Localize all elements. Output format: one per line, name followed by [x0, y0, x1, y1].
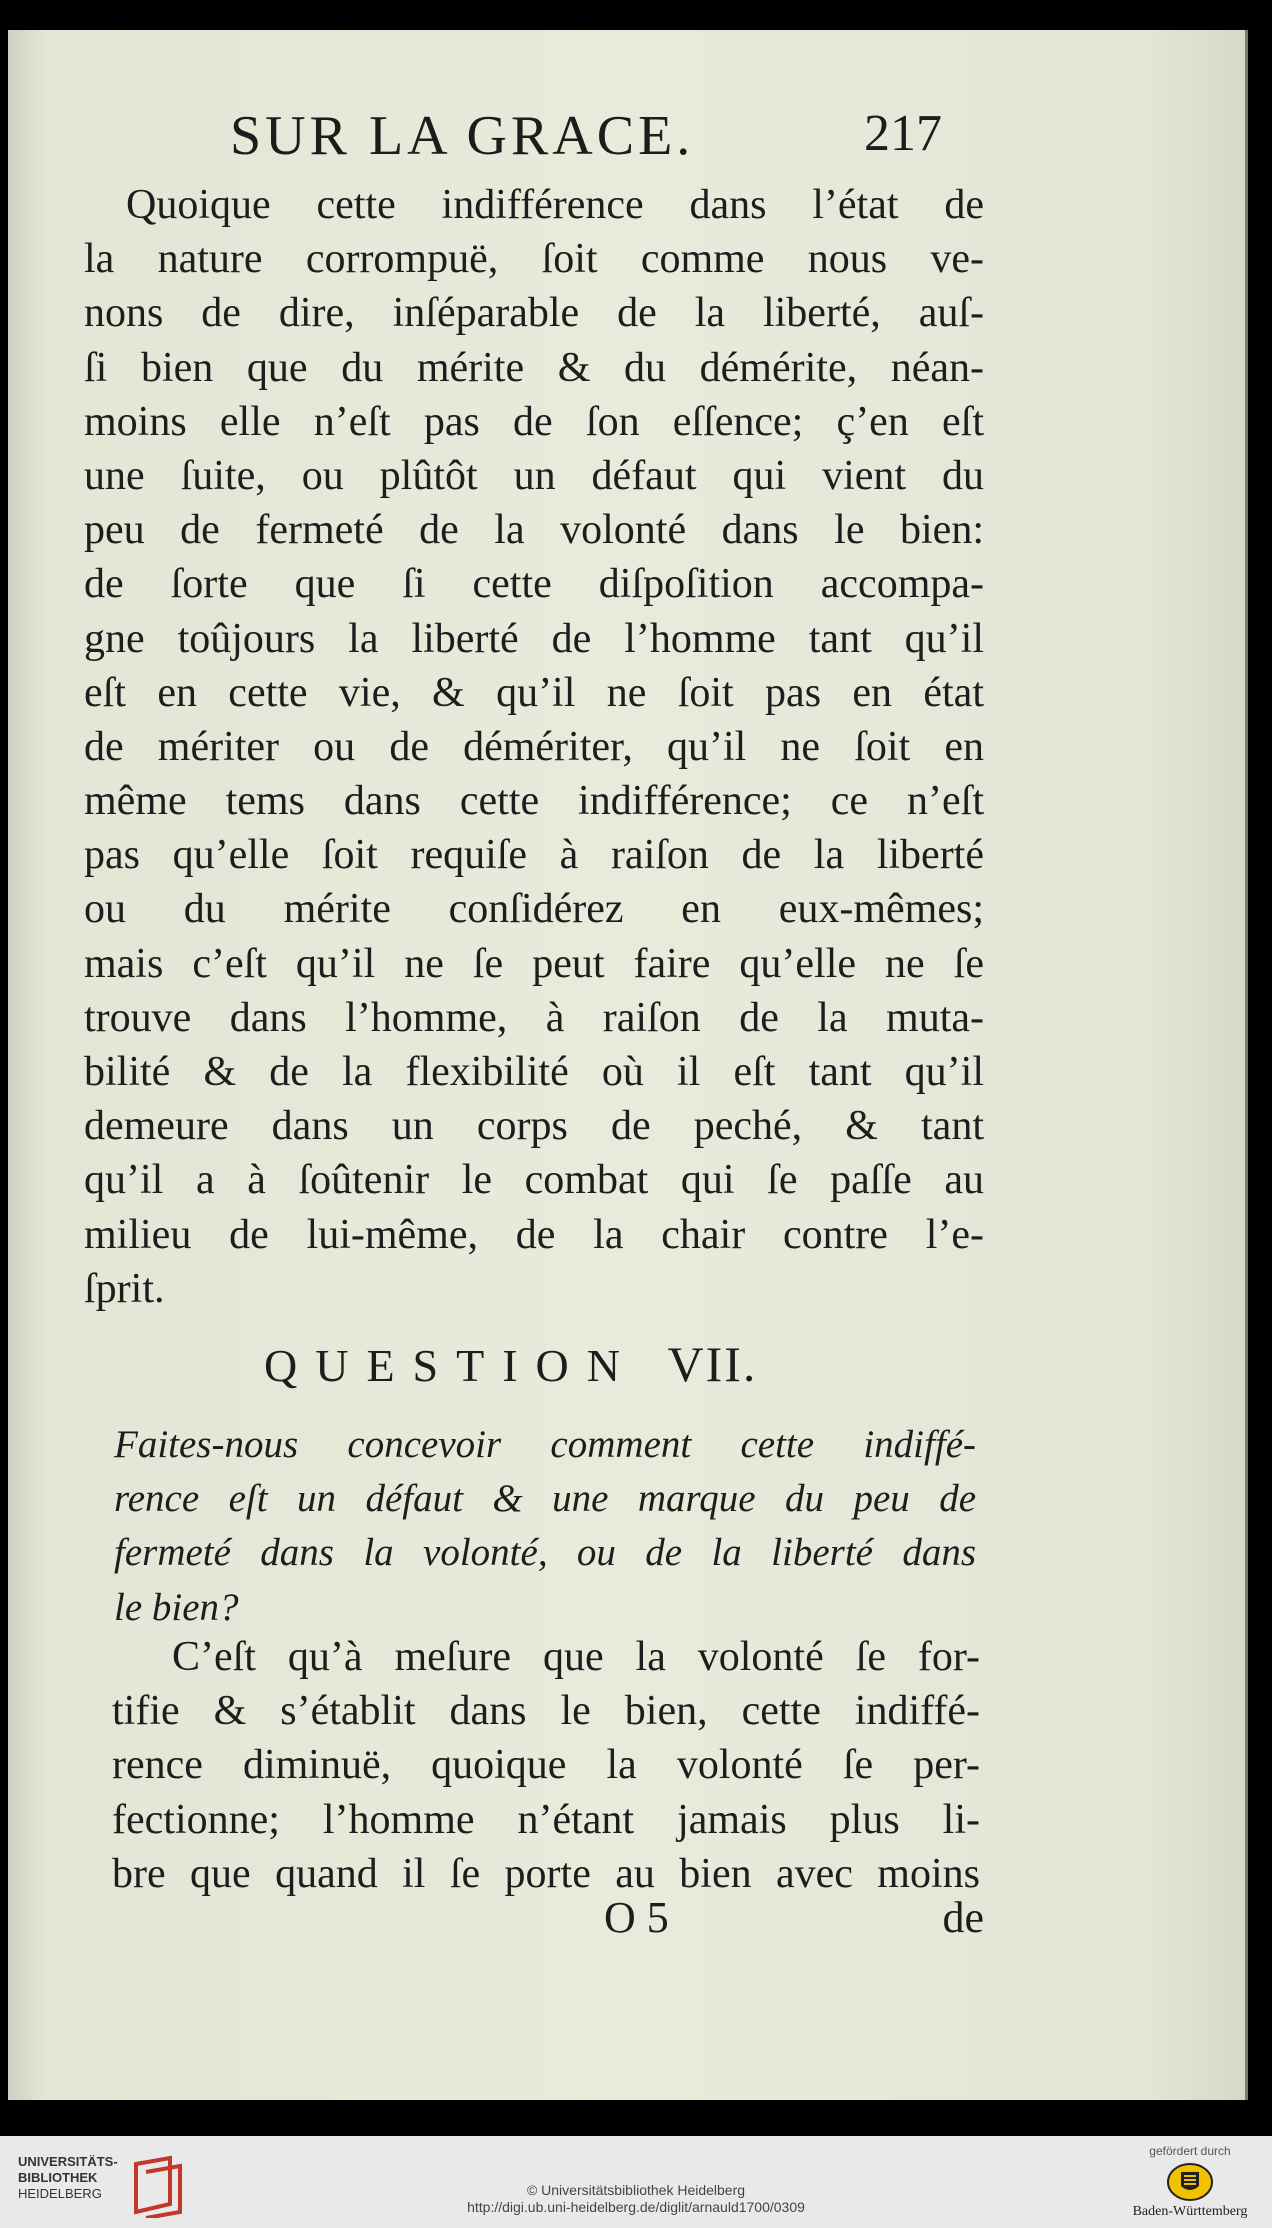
viewer-footer [0, 2136, 1272, 2228]
question-heading-number: VII. [667, 1336, 758, 1392]
text-line: mais c’eſt qu’il ne ſe peut faire qu’elle ne ſe [84, 940, 984, 987]
text-line: le bien? [114, 1585, 239, 1629]
answer-text [112, 1630, 980, 1901]
text-line: de mériter ou de démériter, qu’il ne ſoit en [84, 723, 984, 770]
text-line: eſt en cette vie, & qu’il ne ſoit pas en état [84, 669, 984, 716]
sponsor-name: Baden-Württemberg [1132, 2204, 1248, 2219]
text-line: trouve dans l’homme, à raiſon de la muta- [84, 994, 984, 1041]
catchwords-line [588, 1892, 984, 1952]
text-line: fermeté dans la volonté, ou de la liberté dans [114, 1531, 976, 1575]
text-line: moins elle n’eſt pas de ſon eſſence; ç’en eſt [84, 398, 984, 445]
signature-mark: O 5 [604, 1893, 669, 1942]
copyright-notice [0, 2182, 1272, 2216]
text-line: Faites-nous concevoir comment cette indiffé- [114, 1423, 976, 1466]
text-line: rence diminuë, quoique la volonté ſe per- [112, 1742, 980, 1789]
library-name-line-3: HEIDELBERG [18, 2186, 102, 2201]
text-line: ou du mérite conſidérez en eux-mêmes; [84, 886, 984, 933]
question-text [114, 1418, 976, 1635]
page-number: 217 [864, 105, 942, 162]
text-line: bre que quand il ſe porte au bien avec moins [112, 1850, 980, 1897]
text-line: peu de fermeté de la volonté dans le bien: [84, 507, 984, 554]
book-page [8, 30, 1248, 2100]
text-line: gne toûjours la liberté de l’homme tant qu’il [84, 615, 984, 662]
copyright-text: © Universitätsbibliothek Heidelberg [526, 2182, 746, 2198]
text-line: nons de dire, inſéparable de la liberté, auſ- [84, 290, 984, 337]
text-line: même tems dans cette indifférence; ce n’eſt [84, 778, 984, 825]
sponsor-label: gefördert durch [1149, 2144, 1231, 2158]
text-line: C’eſt qu’à meſure que la volonté ſe for- [172, 1634, 980, 1680]
paragraph-1 [84, 178, 984, 1316]
text-line: ſprit. [84, 1265, 165, 1312]
text-line: fectionne; l’homme n’étant jamais plus li- [112, 1796, 980, 1843]
text-line: demeure dans un corps de peché, & tant [84, 1103, 984, 1150]
text-line: bilité & de la flexibilité où il eſt tant qu’il [84, 1049, 984, 1095]
text-line: la nature corrompuë, ſoit comme nous ve- [84, 236, 984, 283]
body-text [84, 178, 984, 1316]
text-line: pas qu’elle ſoit requiſe à raiſon de la liberté [84, 832, 984, 879]
text-line: de ſorte que ſi cette diſpoſition accompa- [84, 561, 984, 608]
question-heading [264, 1335, 757, 1393]
page-header [230, 96, 942, 176]
text-line: tifie & s’établit dans le bien, cette indiffé- [112, 1688, 980, 1735]
show-through-ghost-text [1018, 90, 1228, 1990]
text-line: rence eſt un défaut & une marque du peu de [114, 1477, 976, 1521]
text-line: Quoique cette indifférence dans l’état de [126, 182, 984, 228]
baden-wuerttemberg-seal-icon [1166, 2162, 1214, 2202]
library-name-line-2: BIBLIOTHEK [18, 2170, 98, 2185]
text-line: milieu de lui-même, de la chair contre l’e- [84, 1211, 984, 1258]
text-line: une ſuite, ou plûtôt un défaut qui vient du [84, 452, 984, 499]
text-line: qu’il a à ſoûtenir le combat qui ſe paſſe au [84, 1157, 984, 1204]
library-name-line-1: UNIVERSITÄTS- [18, 2154, 118, 2169]
catchword: de [942, 1893, 984, 1942]
question-heading-word: QUESTION [264, 1340, 638, 1391]
running-title: SUR LA GRACE. [230, 105, 695, 167]
text-line: ſi bien que du mérite & du démérite, néan- [84, 344, 984, 391]
sponsor-block [1120, 2144, 1260, 2224]
permalink-url[interactable]: http://digi.ub.uni-heidelberg.de/diglit/arnauld1700/0309 [467, 2199, 805, 2215]
